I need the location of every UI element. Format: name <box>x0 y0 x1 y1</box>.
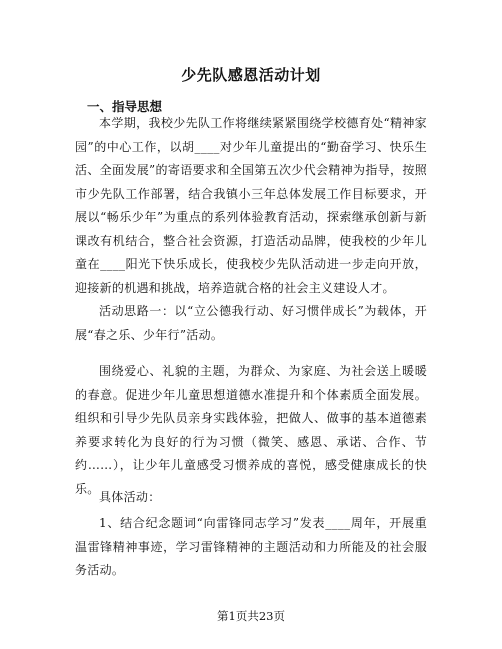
page-number: 第1页共23页 <box>217 609 285 623</box>
paragraph-text: 具体活动： <box>99 490 161 504</box>
section-heading: 一、指导思想 <box>87 99 163 114</box>
paragraph-text: 本学期，我校少先队工作将继续紧紧围绕学校德育处“精神家园”的中心工作，以胡____对少年儿童提出的“勤奋学习、快乐生活、全面发展”的寄语要求和全国第五次少代会精神为指导，按照市少先队工作部署，结合我镇小三年总体发展工作目标要求，开展以“畅乐少年”为重点的系列体验教育活动，探索继承创新与新课改有机结合，整合社会资源，打造活动品牌，使我校的少年儿童在____阳光下快乐成长，使我校少先队活动进一步走向开放，迎接新的机遇和挑战，培养造就合格的社会主义建设人才。 <box>75 116 427 295</box>
paragraph-text: 活动思路一：以“立公德我行动、好习惯伴成长”为载体，开展“春之乐、少年行”活动。 <box>75 304 427 342</box>
body-paragraph-3 <box>75 360 427 501</box>
body-paragraph-2 <box>75 300 427 347</box>
paragraph-text: 围绕爱心、礼貌的主题，为群众、为家庭、为社会送上暖暖的春意。促进少年儿童思想道德水准提升和个体素质全面发展。组织和引导少先队员亲身实践体验，把做人、做事的基本道德素养要求转化为良好的行为习惯（微笑、感恩、承诺、合作、节约……），让少年儿童感受习惯养成的喜悦，感受健康成长的快乐。 <box>75 364 427 496</box>
body-paragraph-5 <box>75 512 427 583</box>
paragraph-text: 1、结合纪念题词“向雷锋同志学习”发表____周年，开展重温雷锋精神事迹，学习雷锋精神的主题活动和力所能及的社会服务活动。 <box>75 516 427 577</box>
body-paragraph-1 <box>75 112 427 300</box>
page-title: 少先队感恩活动计划 <box>181 66 321 84</box>
body-paragraph-4 <box>75 486 427 510</box>
